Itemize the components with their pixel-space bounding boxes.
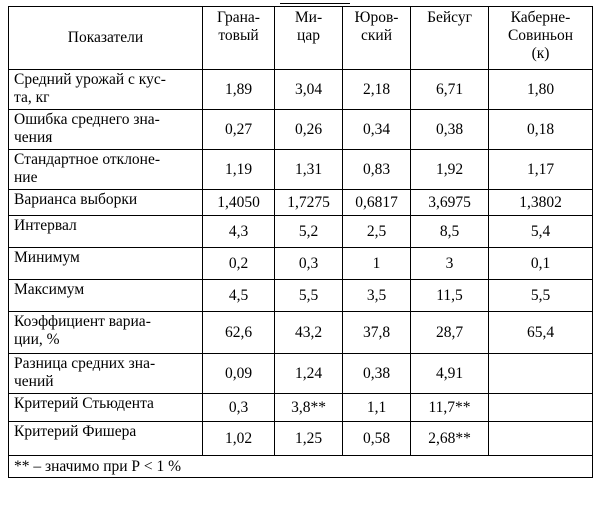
footnote-row [9,456,593,478]
metric-label: Максимум [9,280,203,312]
value-cell: 1,19 [203,150,275,190]
value-cell: 0,38 [343,354,411,394]
top-edge-fragment [280,0,350,4]
header-cell: Каберне- Совиньон (к) [489,7,593,70]
header-row [9,7,593,70]
value-cell: 3,5 [343,280,411,312]
metric-label: Минимум [9,248,203,280]
value-cell: 1,02 [203,422,275,456]
header-cell: Грана- товый [203,7,275,70]
value-cell: 0,3 [275,248,343,280]
table-row [9,70,593,110]
value-cell: 1,1 [343,394,411,422]
table-row [9,394,593,422]
metric-label: Варианса выборки [9,190,203,216]
table-row [9,354,593,394]
metric-label: Разница средних зна- чений [9,354,203,394]
header-cell: Бейсуг [411,7,489,70]
value-cell: 3 [411,248,489,280]
header-cell: Ми- цар [275,7,343,70]
value-cell: 8,5 [411,216,489,248]
table-row [9,190,593,216]
value-cell: 0,83 [343,150,411,190]
value-cell: 4,5 [203,280,275,312]
value-cell: 5,5 [489,280,593,312]
table-row [9,280,593,312]
value-cell: 1,31 [275,150,343,190]
value-cell: 0,09 [203,354,275,394]
table-row [9,150,593,190]
value-cell: 1,4050 [203,190,275,216]
table-container [8,6,593,478]
value-cell: 62,6 [203,312,275,354]
table-row [9,110,593,150]
value-cell: 0,34 [343,110,411,150]
value-cell: 4,91 [411,354,489,394]
value-cell: 1,17 [489,150,593,190]
value-cell: 5,4 [489,216,593,248]
metric-label: Ошибка среднего зна- чения [9,110,203,150]
value-cell [489,394,593,422]
value-cell: 4,3 [203,216,275,248]
value-cell: 5,5 [275,280,343,312]
table-row [9,216,593,248]
value-cell: 0,26 [275,110,343,150]
value-cell: 0,58 [343,422,411,456]
value-cell: 1,24 [275,354,343,394]
header-cell: Показатели [9,7,203,70]
value-cell: 0,2 [203,248,275,280]
value-cell: 0,38 [411,110,489,150]
table-row [9,248,593,280]
metric-label: Коэффициент вариа- ции, % [9,312,203,354]
statistics-table [8,6,593,478]
value-cell: 1,3802 [489,190,593,216]
value-cell: 2,68** [411,422,489,456]
value-cell [489,354,593,394]
table-row [9,422,593,456]
value-cell: 37,8 [343,312,411,354]
value-cell: 3,04 [275,70,343,110]
metric-label: Критерий Фишера [9,422,203,456]
value-cell: 3,8** [275,394,343,422]
footnote: ** – значимо при Р < 1 % [9,456,593,478]
value-cell: 43,2 [275,312,343,354]
metric-label: Интервал [9,216,203,248]
value-cell: 11,7** [411,394,489,422]
metric-label: Критерий Стьюдента [9,394,203,422]
value-cell: 0,6817 [343,190,411,216]
value-cell: 0,18 [489,110,593,150]
value-cell: 1,7275 [275,190,343,216]
value-cell [489,422,593,456]
value-cell: 1,89 [203,70,275,110]
value-cell: 1,80 [489,70,593,110]
value-cell: 2,18 [343,70,411,110]
table-row [9,312,593,354]
value-cell: 0,3 [203,394,275,422]
metric-label: Средний урожай с кус- та, кг [9,70,203,110]
value-cell: 0,1 [489,248,593,280]
metric-label: Стандартное отклоне- ние [9,150,203,190]
value-cell: 2,5 [343,216,411,248]
value-cell: 28,7 [411,312,489,354]
value-cell: 65,4 [489,312,593,354]
value-cell: 6,71 [411,70,489,110]
value-cell: 3,6975 [411,190,489,216]
table-body [9,70,593,456]
value-cell: 1,92 [411,150,489,190]
value-cell: 5,2 [275,216,343,248]
value-cell: 0,27 [203,110,275,150]
value-cell: 1 [343,248,411,280]
value-cell: 11,5 [411,280,489,312]
header-cell: Юров- ский [343,7,411,70]
value-cell: 1,25 [275,422,343,456]
